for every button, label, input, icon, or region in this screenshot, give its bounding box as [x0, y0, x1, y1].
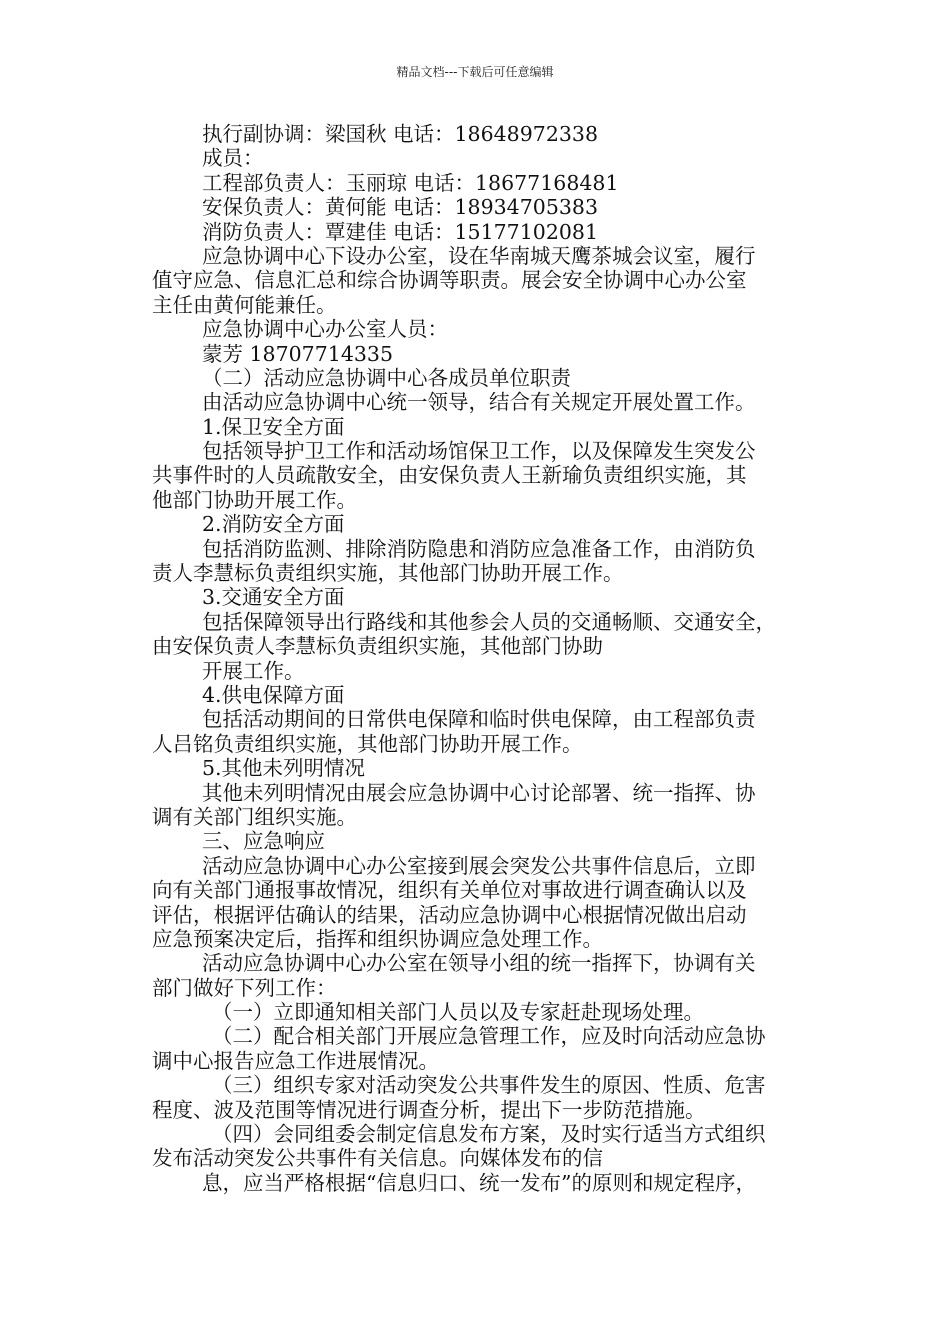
text-line: 安保负责人：黄何能 电话：18934705383 [202, 195, 598, 220]
text-line: 3.交通安全方面 [202, 585, 345, 610]
text-line: 共事件时的人员疏散安全，由安保负责人王新瑜负责组织实施，其 [152, 463, 747, 488]
text-line: 活动应急协调中心办公室在领导小组的统一指挥下，协调有关 [202, 951, 756, 976]
text-line: （三）组织专家对活动突发公共事件发生的原因、性质、危害 [212, 1073, 766, 1098]
text-line: 包括消防监测、排除消防隐患和消防应急准备工作，由消防负 [202, 536, 756, 561]
text-line: 2.消防安全方面 [202, 512, 345, 537]
text-line: 调中心报告应急工作进展情况。 [152, 1048, 439, 1073]
text-line: 发布活动突发公共事件有关信息。向媒体发布的信 [152, 1146, 603, 1171]
text-line: （二）活动应急协调中心各成员单位职责 [202, 365, 571, 390]
text-line: 成员： [202, 146, 264, 171]
text-line: 程度、波及范围等情况进行调查分析，提出下一步防范措施。 [152, 1097, 706, 1122]
text-line: 三、应急响应 [202, 829, 325, 854]
text-line: 包括领导护卫工作和活动场馆保卫工作，以及保障发生突发公 [202, 439, 756, 464]
text-line: 调有关部门组织实施。 [152, 804, 357, 829]
text-line: 4.供电保障方面 [202, 682, 345, 707]
text-line: 由安保负责人李慧标负责组织实施，其他部门协助 [152, 634, 603, 659]
text-line: 由活动应急协调中心统一领导，结合有关规定开展处置工作。 [202, 390, 756, 415]
text-line: 蒙芳 18707714335 [202, 341, 393, 366]
text-line: 5.其他未列明情况 [202, 756, 366, 781]
text-line: 执行副协调：梁国秋 电话：18648972338 [202, 122, 598, 146]
text-line: 值守应急、信息汇总和综合协调等职责。展会安全协调中心办公室 [152, 268, 747, 293]
text-line: 1.保卫安全方面 [202, 414, 345, 439]
text-line: 人吕铭负责组织实施，其他部门协助开展工作。 [152, 731, 583, 756]
text-line: 责人李慧标负责组织实施，其他部门协助开展工作。 [152, 561, 624, 586]
text-line: 应急预案决定后，指挥和组织协调应急处理工作。 [152, 926, 603, 951]
text-line: 应急协调中心办公室人员： [202, 317, 448, 342]
page-header: 精品文档---下载后可任意编辑 [396, 65, 554, 79]
text-line: 息，应当严格根据“信息归口、统一发布”的原则和规定程序， [202, 1170, 756, 1195]
text-line: 部门做好下列工作： [152, 975, 337, 1000]
document-body [152, 122, 812, 1195]
text-line: （一）立即通知相关部门人员以及专家赶赴现场处理。 [212, 1000, 704, 1025]
text-line: 向有关部门通报事故情况，组织有关单位对事故进行调查确认以及 [152, 878, 747, 903]
text-line: 包括活动期间的日常供电保障和临时供电保障，由工程部负责 [202, 707, 756, 732]
text-line: 其他未列明情况由展会应急协调中心讨论部署、统一指挥、协 [202, 780, 756, 805]
text-line: 评估，根据评估确认的结果，活动应急协调中心根据情况做出启动 [152, 902, 747, 927]
text-line: （二）配合相关部门开展应急管理工作，应及时向活动应急协 [212, 1024, 766, 1049]
text-line: 他部门协助开展工作。 [152, 487, 357, 512]
text-line: 开展工作。 [202, 658, 305, 683]
text-line: 主任由黄何能兼任。 [152, 292, 337, 317]
text-line: 消防负责人：覃建佳 电话：15177102081 [202, 219, 598, 244]
text-line: 活动应急协调中心办公室接到展会突发公共事件信息后，立即 [202, 853, 756, 878]
text-line: 应急协调中心下设办公室，设在华南城天鹰茶城会议室，履行 [202, 243, 756, 268]
text-line: 包括保障领导出行路线和其他参会人员的交通畅顺、交通安全， [202, 609, 776, 634]
text-line: （四）会同组委会制定信息发布方案，及时实行适当方式组织 [212, 1122, 766, 1147]
text-line: 工程部负责人：玉丽琼 电话：18677168481 [202, 170, 619, 195]
